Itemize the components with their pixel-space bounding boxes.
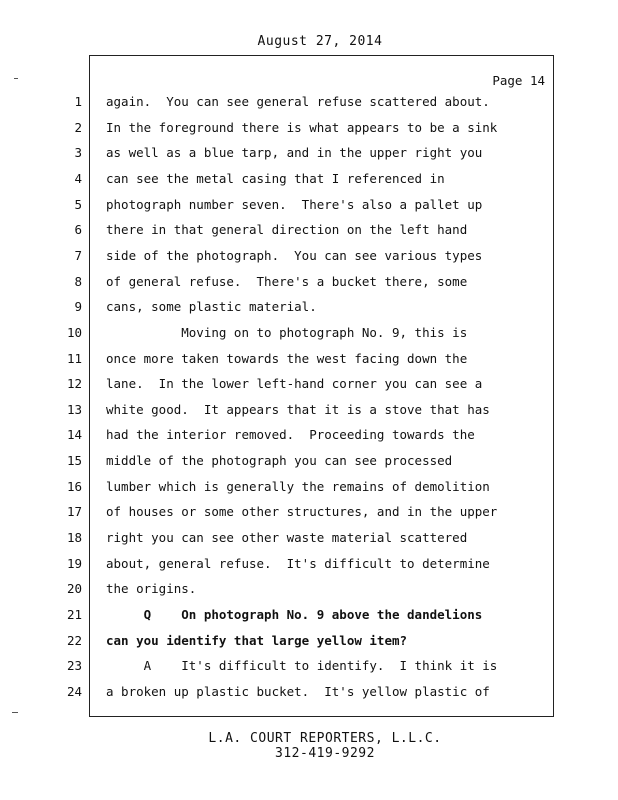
line-number: 4 [74,171,82,186]
page-date-header: August 27, 2014 [257,34,383,49]
transcript-line-text: about, general refuse. It's difficult to determine [106,556,490,571]
line-number: 14 [66,427,82,442]
line-number: 22 [66,633,82,648]
transcript-line-text: Moving on to photograph No. 9, this is [106,325,468,340]
transcript-line-text: as well as a blue tarp, and in the upper right you [106,145,483,160]
transcript-line-text: had the interior removed. Proceeding towards the [106,427,475,442]
transcript-line-text: lane. In the lower left-hand corner you can see a [106,376,483,391]
transcript-line-text: cans, some plastic material. [106,299,317,314]
line-number: 5 [74,197,82,212]
line-number: 16 [66,479,82,494]
transcript-line-text: there in that general direction on the left hand [106,222,468,237]
transcript-line-text: photograph number seven. There's also a pallet up [106,197,483,212]
transcript-line-text: side of the photograph. You can see various types [106,248,483,263]
line-number: 17 [66,504,82,519]
scan-speck [12,712,18,713]
page-number-label: Page 14 [492,73,545,88]
transcript-line-text: lumber which is generally the remains of demolition [106,479,490,494]
line-number: 21 [66,607,82,622]
line-number: 3 [74,145,82,160]
line-number: 20 [66,581,82,596]
scan-speck [14,78,18,79]
line-number: 15 [66,453,82,468]
line-number: 10 [66,325,82,340]
line-number: 11 [66,351,82,366]
line-number: 12 [66,376,82,391]
transcript-line-text: middle of the photograph you can see processed [106,453,453,468]
transcript-line-text: once more taken towards the west facing down the [106,351,468,366]
footer-phone: 312-419-9292 [275,746,375,761]
transcript-line-text: again. You can see general refuse scattered about. [106,94,490,109]
line-number: 13 [66,402,82,417]
line-number: 8 [74,274,82,289]
footer-company: L.A. COURT REPORTERS, L.L.C. [208,731,442,746]
transcript-line-text: can you identify that large yellow item? [106,633,408,648]
footer [0,731,618,761]
line-number: 2 [74,120,82,135]
line-number: 18 [66,530,82,545]
transcript-line-text: right you can see other waste material scattered [106,530,468,545]
line-number: 1 [74,94,82,109]
line-number: 7 [74,248,82,263]
line-number: 23 [66,658,82,673]
transcript-line-text: Q On photograph No. 9 above the dandelions [106,607,483,622]
transcript-line-text: white good. It appears that it is a stove that has [106,402,490,417]
line-number: 9 [74,299,82,314]
transcript-line-text: the origins. [106,581,197,596]
transcript-line-text: can see the metal casing that I referenced in [106,171,445,186]
line-number: 19 [66,556,82,571]
transcript-line-text: a broken up plastic bucket. It's yellow plastic of [106,684,490,699]
line-number: 24 [66,684,82,699]
transcript-line-text: A It's difficult to identify. I think it is [106,658,498,673]
line-number: 6 [74,222,82,237]
transcript-line-text: of houses or some other structures, and in the upper [106,504,498,519]
transcript-line-text: In the foreground there is what appears to be a sink [106,120,498,135]
transcript-line-text: of general refuse. There's a bucket there, some [106,274,468,289]
